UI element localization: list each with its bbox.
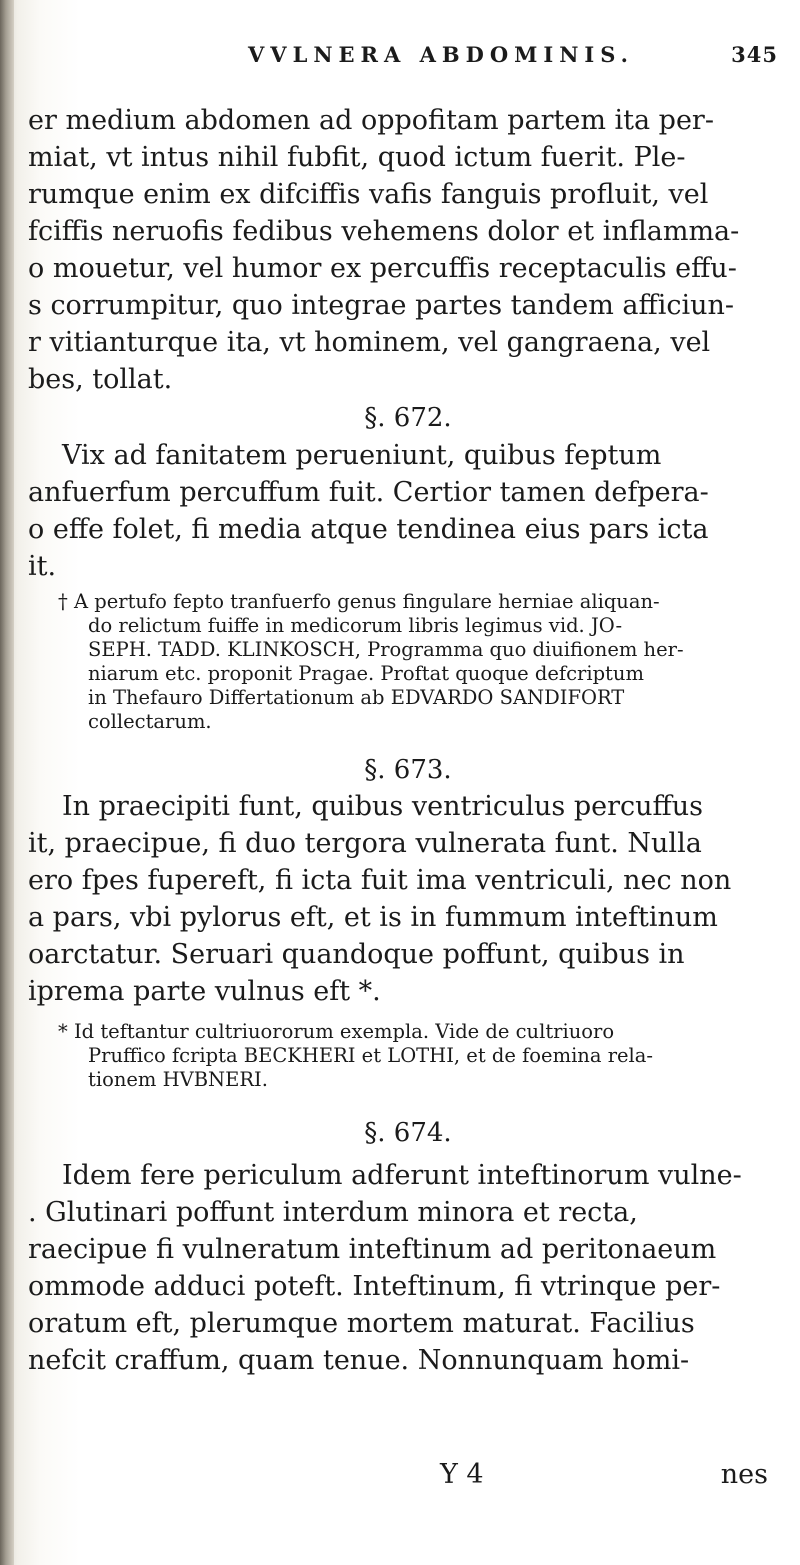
text-line: fciffis neruofis fedibus vehemens dolor et inflamma- [28, 216, 740, 247]
running-head-title: VVLNERA ABDOMINIS. [248, 42, 634, 67]
text-line: rumque enim ex difciffis vafis fanguis profluit, vel [28, 179, 709, 210]
footnote-dagger [28, 590, 788, 734]
text-line: ommode adduci poteft. Inteftinum, fi vtrinque per- [28, 1271, 721, 1302]
footnote-line: collectarum. [88, 710, 212, 733]
text-line: nefcit craffum, quam tenue. Nonnunquam homi- [28, 1345, 690, 1376]
section-number: §. 672. [364, 403, 452, 433]
footnote-line: * Id teftantur cultriuororum exempla. Vide de cultriuoro [58, 1020, 615, 1043]
text-line: In praecipiti funt, quibus ventriculus percuffus [62, 791, 703, 822]
footnote-asterisk [28, 1020, 788, 1092]
text-line: o effe folet, fi media atque tendinea eius pars icta [28, 514, 709, 545]
footnote-line: tionem HVBNERI. [88, 1068, 268, 1091]
text-line: er medium abdomen ad oppofitam partem ita per- [28, 105, 714, 136]
footnote-line: niarum etc. proponit Pragae. Proftat quoque defcriptum [88, 662, 644, 685]
section-heading-674 [28, 1115, 788, 1151]
footnote-line: in Thefauro Differtationum ab EDVARDO SANDIFORT [88, 686, 625, 709]
footnote-line: † A pertufo fepto tranfuerfo genus fingulare herniae aliquan- [58, 590, 660, 613]
page-number: 345 [731, 42, 778, 67]
text-line: Idem fere periculum adferunt inteftinorum vulne- [62, 1160, 742, 1191]
text-line: raecipue fi vulneratum inteftinum ad peritonaeum [28, 1234, 717, 1265]
text-line: o mouetur, vel humor ex percuffis receptaculis effu- [28, 253, 737, 284]
text-line: a pars, vbi pylorus eft, et is in fummum inteftinum [28, 902, 718, 933]
text-line: oarctatur. Seruari quandoque poffunt, quibus in [28, 939, 685, 970]
text-line: oratum eft, plerumque mortem maturat. Facilius [28, 1308, 695, 1339]
text-line: . Glutinari poffunt interdum minora et recta, [28, 1197, 638, 1228]
text-line: bes, tollat. [28, 364, 173, 395]
signature-mark: Y 4 [440, 1459, 484, 1490]
paragraph-4 [28, 1157, 788, 1379]
section-number: §. 674. [364, 1118, 452, 1148]
text-line: it, praecipue, fi duo tergora vulnerata funt. Nulla [28, 828, 702, 859]
footnote-line: SEPH. TADD. KLINKOSCH, Programma quo diuifionem her- [88, 638, 684, 661]
text-line: anfuerfum percuffum fuit. Certior tamen defpera- [28, 477, 709, 508]
running-head [248, 42, 778, 67]
text-line: Vix ad fanitatem perueniunt, quibus feptum [62, 440, 662, 471]
footnote-line: do relictum fuiffe in medicorum libris legimus vid. JO- [88, 614, 623, 637]
paragraph-2 [28, 437, 788, 585]
catchword: nes [720, 1459, 768, 1490]
text-line: ero fpes fupereft, fi icta fuit ima ventriculi, nec non [28, 865, 732, 896]
text-line: it. [28, 551, 57, 582]
section-number: §. 673. [364, 755, 452, 785]
paragraph-1 [28, 102, 788, 398]
text-line: s corrumpitur, quo integrae partes tandem afficiun- [28, 290, 735, 321]
page-gutter-shadow [0, 0, 14, 1565]
section-heading-672 [28, 400, 788, 436]
text-line: iprema parte vulnus eft *. [28, 976, 381, 1007]
text-line: r vitianturque ita, vt hominem, vel gangraena, vel [28, 327, 711, 358]
text-line: miat, vt intus nihil fubfit, quod ictum fuerit. Ple- [28, 142, 686, 173]
paragraph-3 [28, 788, 788, 1010]
footnote-line: Pruffico fcripta BECKHERI et LOTHI, et de foemina rela- [88, 1044, 654, 1067]
section-heading-673 [28, 752, 788, 788]
